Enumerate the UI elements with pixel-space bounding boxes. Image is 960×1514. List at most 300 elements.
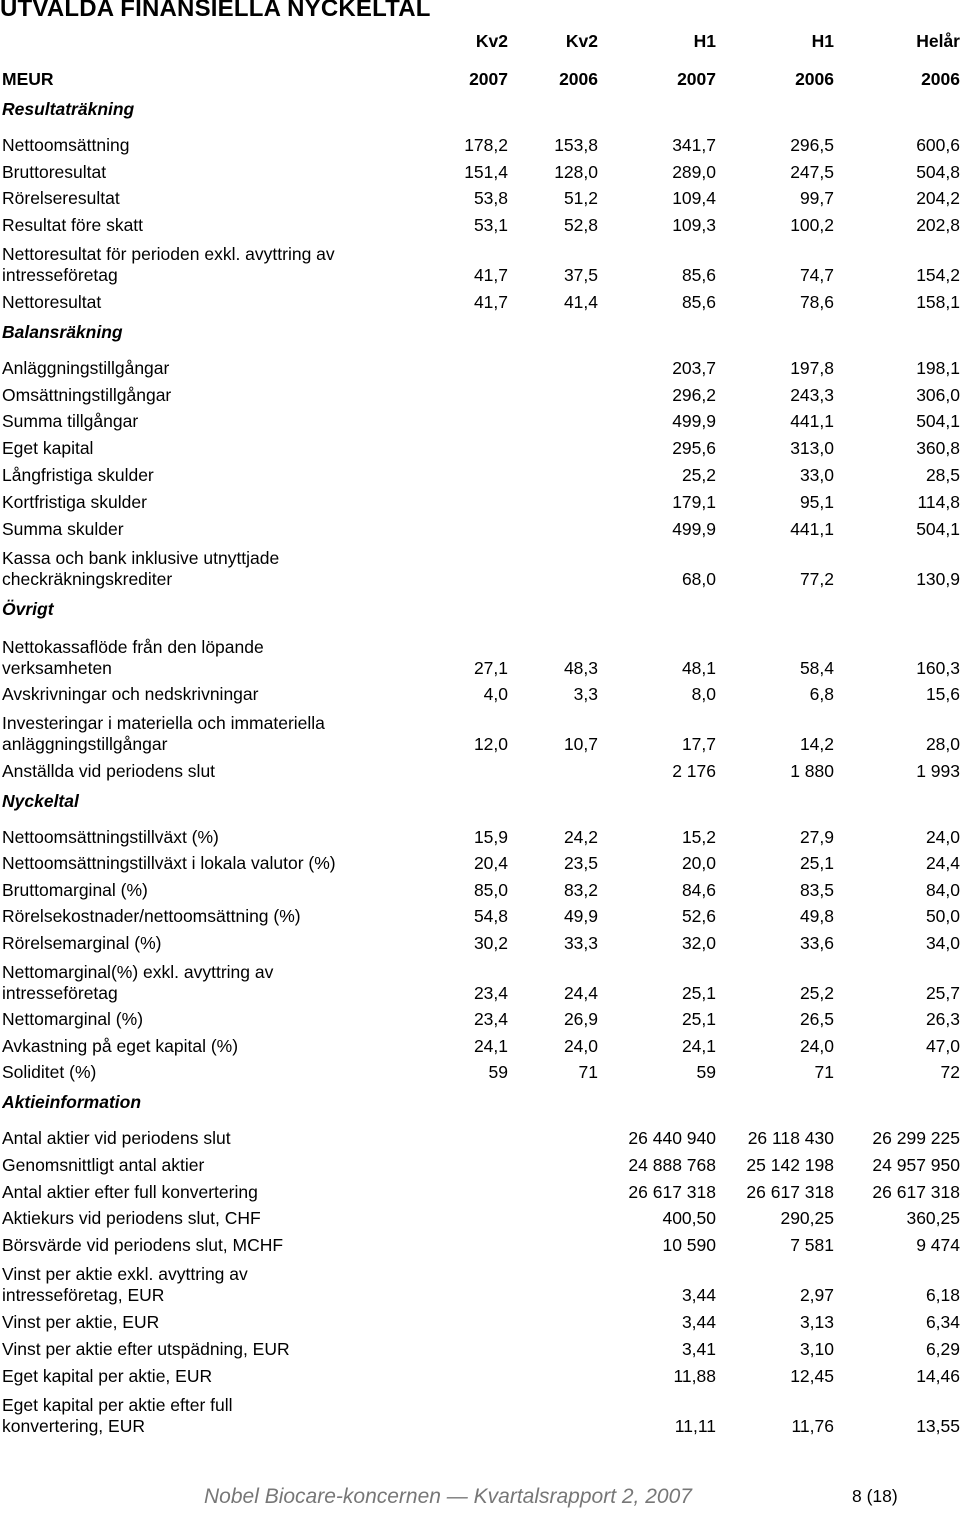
row-label-line: checkräkningskrediter [2,568,173,589]
row-value [406,1360,508,1387]
row-value: 25,1 [799,853,834,874]
row-value: 10,7 [563,734,598,755]
table-row [2,1256,960,1306]
row-value [508,755,598,782]
row-value: 54,8 [473,906,508,927]
row-label [2,540,406,590]
header-period: Kv2 [475,31,508,51]
table-row [2,486,960,513]
row-value: 11,88 [673,1365,716,1386]
row-label-line: Rörelseresultat [2,188,120,209]
row-label-line: Summa tillgångar [2,411,139,432]
row-value [508,1203,598,1230]
row-value: 27,1 [473,657,508,678]
row-value: 85,0 [473,879,508,900]
header-unit: MEUR [2,69,54,89]
row-label-line: Eget kapital [2,438,94,459]
row-value: 2 176 [672,761,716,782]
row-value [508,1333,598,1360]
table-row [2,954,960,1004]
row-label-line: Långfristiga skulder [2,464,154,485]
table-row [2,1122,960,1149]
row-label-line: Nettoresultat för perioden exkl. avyttring av [2,244,335,265]
row-value [508,406,598,433]
row-label-line: Resultat före skatt [2,215,144,236]
row-value: 128,0 [554,161,598,182]
row-value: 160,3 [916,657,960,678]
table-row [2,1306,960,1333]
row-value: 26,9 [563,1009,598,1030]
row-label-line: Nettoresultat [2,291,102,312]
row-value [406,1229,508,1256]
row-value: 14,46 [916,1365,960,1386]
row-value: 74,7 [799,265,834,286]
row-value: 26,3 [925,1009,960,1030]
row-value: 51,2 [563,188,598,209]
row-value: 15,2 [681,826,716,847]
row-value: 48,1 [681,657,716,678]
row-value [406,1306,508,1333]
row-value: 53,1 [473,215,508,236]
row-label-line: Nettoomsättningstillväxt (%) [2,826,219,847]
row-value: 341,7 [672,134,716,155]
row-value: 243,3 [790,384,834,405]
row-label [2,1360,406,1387]
table-row [2,432,960,459]
row-value [406,486,508,513]
row-value: 26 617 318 [746,1181,834,1202]
row-value: 12,0 [473,734,508,755]
row-label-line: Avkastning på eget kapital (%) [2,1035,239,1056]
row-label [2,379,406,406]
row-value: 48,3 [563,657,598,678]
row-value [508,1360,598,1387]
row-value: 247,5 [790,161,834,182]
row-value: 50,0 [925,906,960,927]
footer-text: Nobel Biocare-koncernen — Kvartalsrapport 2, 2007 [204,1485,692,1508]
table-row [2,513,960,540]
header-year: 2006 [921,69,960,89]
header-year-row [2,52,960,90]
row-label [2,1004,406,1031]
row-label [2,874,406,901]
row-value [406,1149,508,1176]
row-value: 153,8 [554,134,598,155]
table-row [2,379,960,406]
row-value: 202,8 [916,215,960,236]
row-value: 84,6 [681,879,716,900]
row-value: 52,6 [681,906,716,927]
table-row [2,848,960,875]
row-value: 58,4 [799,657,834,678]
row-value: 99,7 [799,188,834,209]
row-value: 13,55 [916,1415,960,1436]
row-value: 296,2 [672,384,716,405]
row-label-line: Anställda vid periodens slut [2,761,216,782]
row-value [508,1387,598,1437]
row-label-line: Nettokassaflöde från den löpande [2,636,264,657]
row-value [508,379,598,406]
table-row [2,406,960,433]
row-value: 499,9 [672,518,716,539]
row-label-line: Bruttoresultat [2,161,107,182]
row-value: 178,2 [464,134,508,155]
section-heading: Aktieinformation [2,1092,142,1113]
row-value [508,1149,598,1176]
row-value: 7 581 [790,1235,834,1256]
row-value: 24,0 [563,1035,598,1056]
row-label [2,848,406,875]
row-value: 25,7 [925,982,960,1003]
row-value: 53,8 [473,188,508,209]
row-label-line: Omsättningstillgångar [2,384,172,405]
row-value: 24,0 [799,1035,834,1056]
financial-table-body [2,26,960,1437]
row-value: 26 617 318 [872,1181,960,1202]
row-value: 49,8 [799,906,834,927]
row-label [2,954,406,1004]
row-label-line: Investeringar i materiella och immateriella [2,713,325,734]
row-value: 1 880 [790,761,834,782]
table-row [2,129,960,156]
row-value [508,1306,598,1333]
header-period-row [2,26,960,52]
table-row [2,901,960,928]
row-label-line: anläggningstillgångar [2,734,168,755]
row-value: 25,1 [681,1009,716,1030]
header-year: 2007 [469,69,508,89]
row-value: 400,50 [662,1208,716,1229]
row-label-line: Kassa och bank inklusive utnyttjade [2,547,280,568]
row-value: 77,2 [799,568,834,589]
row-value: 52,8 [563,215,598,236]
row-value: 84,0 [925,879,960,900]
row-value: 12,45 [790,1365,834,1386]
table-row [2,1057,960,1084]
row-value: 24,0 [925,826,960,847]
page-number: 8 (18) [852,1486,898,1506]
row-label [2,1229,406,1256]
row-label [2,629,406,679]
row-label-line: Vinst per aktie efter utspädning, EUR [2,1338,290,1359]
row-label-line: Eget kapital per aktie efter full [2,1394,233,1415]
table-row [2,352,960,379]
row-value [406,432,508,459]
financial-table [2,26,960,1437]
row-value: 23,5 [563,853,598,874]
row-label-line: intresseföretag [2,265,118,286]
row-value: 204,2 [916,188,960,209]
section-heading-row [2,313,960,352]
row-value: 11,76 [791,1415,834,1436]
table-row [2,1176,960,1203]
row-label [2,1149,406,1176]
row-label [2,183,406,210]
header-year: 2007 [677,69,716,89]
table-row [2,1149,960,1176]
row-value [508,513,598,540]
row-label-line: Genomsnittligt antal aktier [2,1154,205,1175]
row-value: 28,0 [925,734,960,755]
row-label-line: Rörelsekostnader/nettoomsättning (%) [2,906,301,927]
row-value: 3,10 [799,1338,834,1359]
row-value [406,379,508,406]
row-value [508,1122,598,1149]
row-label [2,1387,406,1437]
row-value: 34,0 [925,932,960,953]
section-heading: Övrigt [2,598,54,619]
row-value: 441,1 [790,411,834,432]
row-value: 78,6 [799,291,834,312]
row-value: 2,97 [799,1285,834,1306]
row-value: 295,6 [672,438,716,459]
table-row [2,1030,960,1057]
header-period: Kv2 [565,31,598,51]
row-value: 504,1 [916,411,960,432]
row-value: 3,41 [681,1338,716,1359]
row-value [406,406,508,433]
row-value: 6,29 [925,1338,960,1359]
row-value [508,540,598,590]
table-row [2,1203,960,1230]
table-row [2,927,960,954]
row-value [508,1256,598,1306]
row-value: 198,1 [916,357,960,378]
row-value: 33,0 [799,464,834,485]
row-value: 158,1 [916,291,960,312]
row-value: 20,0 [681,853,716,874]
row-value: 600,6 [916,134,960,155]
row-value [508,1176,598,1203]
row-label [2,1057,406,1084]
row-value: 3,13 [799,1311,834,1332]
row-value: 59 [696,1062,716,1083]
row-value: 72 [940,1062,960,1083]
row-value: 20,4 [473,853,508,874]
row-value: 11,11 [674,1415,716,1436]
row-value: 9 474 [916,1235,960,1256]
row-value: 83,5 [799,879,834,900]
row-value: 130,9 [916,568,960,589]
row-value: 25,2 [799,982,834,1003]
row-value: 23,4 [473,1009,508,1030]
row-value: 24,4 [563,982,598,1003]
row-value [406,459,508,486]
row-value [508,459,598,486]
row-label-line: Vinst per aktie, EUR [2,1311,160,1332]
row-label-line: Börsvärde vid periodens slut, MCHF [2,1235,284,1256]
row-label [2,129,406,156]
row-value: 41,7 [473,291,508,312]
row-value: 151,4 [464,161,508,182]
row-value: 24 957 950 [872,1154,960,1175]
header-year: 2006 [559,69,598,89]
row-label-line: Eget kapital per aktie, EUR [2,1365,213,1386]
section-heading-row [2,90,960,129]
row-value: 33,3 [563,932,598,953]
row-value: 49,9 [563,906,598,927]
row-value: 41,4 [563,291,598,312]
row-label-line: Nettoomsättning [2,134,130,155]
table-row [2,755,960,782]
row-label [2,286,406,313]
row-value: 154,2 [916,265,960,286]
row-value: 17,7 [681,734,716,755]
row-value: 100,2 [790,215,834,236]
row-value [508,352,598,379]
row-value: 10 590 [662,1235,716,1256]
row-label-line: konvertering, EUR [2,1415,145,1436]
row-label [2,755,406,782]
row-value: 24,2 [563,826,598,847]
row-value: 15,9 [473,826,508,847]
row-label [2,927,406,954]
section-heading: Balansräkning [2,321,123,342]
row-value [406,1122,508,1149]
header-period: H1 [693,31,716,51]
row-value: 27,9 [799,826,834,847]
row-value: 6,34 [925,1311,960,1332]
row-value: 23,4 [473,982,508,1003]
row-value: 71 [814,1062,834,1083]
row-value: 83,2 [563,879,598,900]
row-value: 85,6 [681,291,716,312]
table-row [2,679,960,706]
row-value [406,352,508,379]
row-value: 1 993 [916,761,960,782]
row-value: 25 142 198 [746,1154,834,1175]
header-period: H1 [811,31,834,51]
row-label [2,459,406,486]
row-label-line: Anläggningstillgångar [2,357,170,378]
row-value: 499,9 [672,411,716,432]
row-value: 95,1 [799,491,834,512]
row-value [406,1176,508,1203]
table-row [2,1333,960,1360]
row-value: 85,6 [681,265,716,286]
row-label-line: Bruttomarginal (%) [2,879,148,900]
row-label [2,513,406,540]
header-year: 2006 [795,69,834,89]
row-value: 4,0 [483,684,508,705]
row-value: 25,1 [681,982,716,1003]
section-heading: Resultaträkning [2,99,135,119]
row-value: 360,8 [916,438,960,459]
row-label-line: Antal aktier vid periodens slut [2,1127,231,1148]
row-label [2,1176,406,1203]
row-label-line: Aktiekurs vid periodens slut, CHF [2,1208,261,1229]
row-label-line: Antal aktier efter full konvertering [2,1181,258,1202]
table-row [2,629,960,679]
row-label-line: Nettoomsättningstillväxt i lokala valutor (%) [2,853,336,874]
row-value: 3,44 [681,1285,716,1306]
row-value: 32,0 [681,932,716,953]
table-row [2,209,960,236]
row-value: 41,7 [473,265,508,286]
row-value [406,513,508,540]
row-value: 26 617 318 [628,1181,716,1202]
section-heading-row [2,590,960,629]
table-row [2,821,960,848]
row-label [2,352,406,379]
row-value: 24,1 [681,1035,716,1056]
row-value: 71 [578,1062,598,1083]
table-row [2,1004,960,1031]
table-row [2,1229,960,1256]
row-value: 306,0 [916,384,960,405]
row-label-line: Soliditet (%) [2,1062,97,1083]
row-label [2,1256,406,1306]
section-heading-row [2,1083,960,1122]
section-heading-row [2,782,960,821]
row-value: 6,18 [925,1285,960,1306]
row-value: 289,0 [672,161,716,182]
row-label [2,1030,406,1057]
row-label-line: Vinst per aktie exkl. avyttring av [2,1264,248,1285]
table-row [2,459,960,486]
row-label [2,901,406,928]
section-heading: Nyckeltal [2,791,79,812]
row-value: 24 888 768 [628,1154,716,1175]
row-label [2,209,406,236]
row-label [2,1122,406,1149]
row-value: 504,8 [916,161,960,182]
row-value: 290,25 [780,1208,834,1229]
row-value: 47,0 [925,1035,960,1056]
row-label [2,156,406,183]
row-value: 8,0 [691,684,716,705]
row-value: 203,7 [672,357,716,378]
row-label-line: Nettomarginal (%) [2,1009,144,1030]
row-value: 179,1 [672,491,716,512]
row-value: 14,2 [799,734,834,755]
row-value [406,1333,508,1360]
table-row [2,1387,960,1437]
header-blank [2,26,406,52]
row-value [508,1229,598,1256]
row-value [508,486,598,513]
row-value: 24,4 [925,853,960,874]
row-value [406,1203,508,1230]
row-value: 360,25 [906,1208,960,1229]
row-value [406,1387,508,1437]
table-row [2,183,960,210]
row-label [2,406,406,433]
table-row [2,540,960,590]
table-row [2,156,960,183]
row-label [2,236,406,286]
row-label-line: Rörelsemarginal (%) [2,932,162,953]
row-value: 296,5 [790,134,834,155]
row-value: 109,4 [672,188,716,209]
row-value [406,755,508,782]
row-label [2,821,406,848]
row-value: 37,5 [563,265,598,286]
row-label-line: intresseföretag, EUR [2,1285,165,1306]
row-value: 26,5 [799,1009,834,1030]
row-label [2,679,406,706]
row-label [2,432,406,459]
row-value [406,540,508,590]
row-value: 30,2 [473,932,508,953]
row-value: 3,44 [681,1311,716,1332]
row-value: 26 299 225 [872,1127,960,1148]
row-value: 441,1 [790,518,834,539]
row-label-line: verksamheten [2,657,112,678]
row-value: 114,8 [917,491,960,512]
table-row [2,705,960,755]
row-value [508,432,598,459]
